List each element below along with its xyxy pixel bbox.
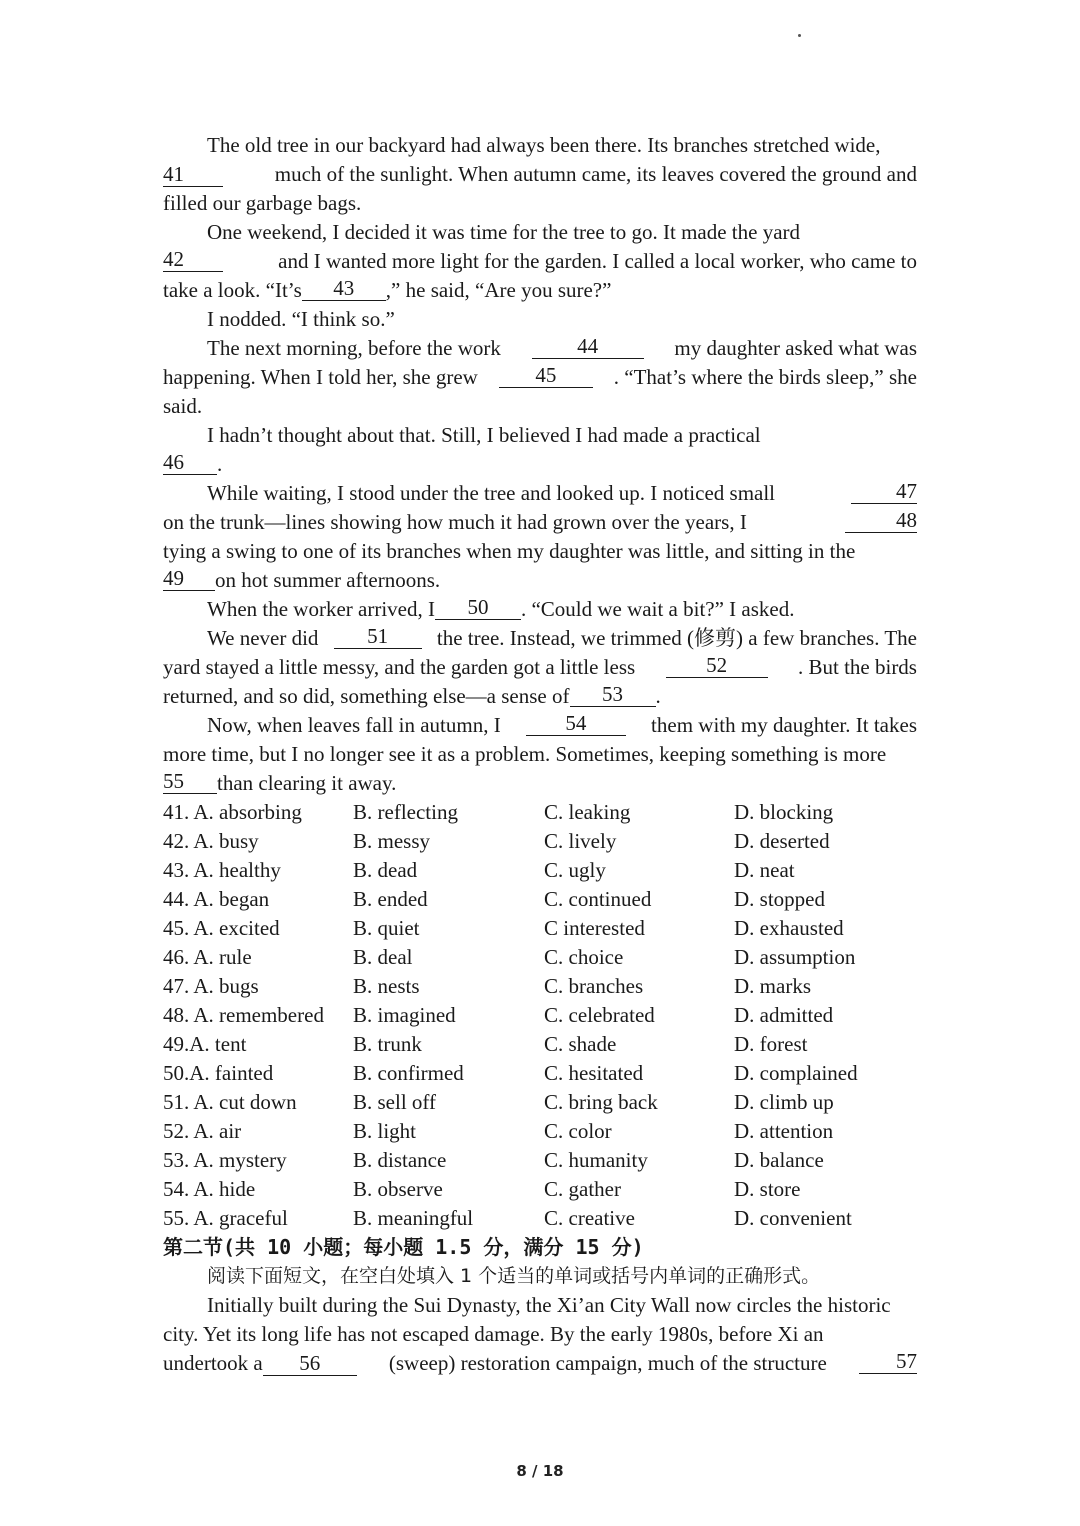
option-row-45: 45. A. excited B. quiet C interested D. exhausted xyxy=(163,916,844,940)
p6-line4: 49 on hot summer afternoons. xyxy=(163,566,441,592)
blank-52: 52 xyxy=(666,653,768,678)
p4-line3: said. xyxy=(163,394,203,418)
option-row-49: 49.A. tent B. trunk C. shade D. forest xyxy=(163,1032,808,1056)
p3-line1: I nodded. “I think so.” xyxy=(207,307,395,331)
p9-line1: Now, when leaves fall in autumn, I 54 them with my daughter. It takes xyxy=(207,711,917,737)
page-number: 8 / 18 xyxy=(516,1462,564,1480)
blank-44: 44 xyxy=(532,334,644,359)
option-row-53: 53. A. mystery B. distance C. humanity D. balance xyxy=(163,1148,824,1172)
option-row-48: 48. A. remembered B. imagined C. celebrated D. admitted xyxy=(163,1003,834,1027)
option-row-47: 47. A. bugs B. nests C. branches D. marks xyxy=(163,974,811,998)
p6-line1: While waiting, I stood under the tree and looked up. I noticed small 47 xyxy=(207,479,917,505)
blank-43: 43 xyxy=(302,276,386,301)
blank-57: 57 xyxy=(859,1349,917,1374)
p6-line2: on the trunk—lines showing how much it had grown over the years, I 48 xyxy=(163,508,917,534)
s2-line2: city. Yet its long life has not escaped damage. By the early 1980s, before Xi an xyxy=(163,1322,824,1346)
section2-instruction: 阅读下面短文，在空白处填入 1 个适当的单词或括号内单词的正确形式。 xyxy=(207,1265,821,1287)
p8-line3: returned, and so did, something else—a sense of 53 . xyxy=(163,682,661,708)
blank-46: 46 xyxy=(163,450,217,475)
p1-line2: 41 much of the sunlight. When autumn came, its leaves covered the ground and xyxy=(163,162,917,186)
p1-line1: The old tree in our backyard had always been there. Its branches stretched wide, xyxy=(207,133,881,157)
p8-line1: We never did 51 the tree. Instead, we trimmed (修剪) a few branches. The xyxy=(207,624,917,650)
blank-54: 54 xyxy=(526,711,626,736)
p9-line2: more time, but I no longer see it as a problem. Sometimes, keeping something is more xyxy=(163,742,887,766)
option-row-50: 50.A. fainted B. confirmed C. hesitated D. complained xyxy=(163,1061,858,1085)
blank-56: 56 xyxy=(263,1351,357,1376)
p5-line2: 46 . xyxy=(163,450,223,476)
section2-heading: 第二节(共 10 小题；每小题 1.5 分，满分 15 分) xyxy=(163,1235,644,1259)
blank-45: 45 xyxy=(499,363,593,388)
p4-line1: The next morning, before the work 44 my daughter asked what was xyxy=(207,334,917,360)
p4-line2: happening. When I told her, she grew 45 . “That’s where the birds sleep,” she xyxy=(163,363,917,389)
p8-line2: yard stayed a little messy, and the garden got a little less 52 . But the birds xyxy=(163,653,917,679)
s2-line1: Initially built during the Sui Dynasty, the Xi’an City Wall now circles the historic xyxy=(207,1293,891,1317)
option-row-41: 41. A. absorbing B. reflecting C. leaking D. blocking xyxy=(163,800,834,824)
p9-line3: 55 than clearing it away. xyxy=(163,769,397,795)
s2-line3: undertook a 56 (sweep) restoration campaign, much of the structure 57 xyxy=(163,1349,917,1375)
blank-51: 51 xyxy=(334,624,422,649)
option-row-42: 42. A. busy B. messy C. lively D. deserted xyxy=(163,829,830,853)
option-row-46: 46. A. rule B. deal C. choice D. assumption xyxy=(163,945,856,969)
blank-50: 50 xyxy=(435,595,521,620)
blank-48: 48 xyxy=(845,508,917,533)
p2-line3: take a look. “It’s 43 ,” he said, “Are you sure?” xyxy=(163,276,612,302)
blank-42: 42 xyxy=(163,247,223,272)
option-row-54: 54. A. hide B. observe C. gather D. store xyxy=(163,1177,801,1201)
scan-speck xyxy=(798,34,801,37)
blank-41: 41 xyxy=(163,162,223,187)
option-row-43: 43. A. healthy B. dead C. ugly D. neat xyxy=(163,858,795,882)
options-list xyxy=(163,798,917,1233)
p2-line1: One weekend, I decided it was time for the tree to go. It made the yard xyxy=(207,220,801,244)
p7-line1: When the worker arrived, I 50 . “Could we wait a bit?” I asked. xyxy=(207,595,795,621)
p5-line1: I hadn’t thought about that. Still, I believed I had made a practical xyxy=(207,423,761,447)
blank-47: 47 xyxy=(851,479,917,504)
page-content xyxy=(163,131,917,1378)
blank-53: 53 xyxy=(570,682,656,707)
option-row-44: 44. A. began B. ended C. continued D. stopped xyxy=(163,887,825,911)
p1-line3: filled our garbage bags. xyxy=(163,191,362,215)
blank-49: 49 xyxy=(163,566,215,591)
option-row-52: 52. A. air B. light C. color D. attention xyxy=(163,1119,834,1143)
p6-line3: tying a swing to one of its branches when my daughter was little, and sitting in the xyxy=(163,539,856,563)
blank-55: 55 xyxy=(163,769,217,794)
option-row-55: 55. A. graceful B. meaningful C. creative D. convenient xyxy=(163,1206,852,1230)
p2-line2: 42 and I wanted more light for the garden. I called a local worker, who came to xyxy=(163,247,917,273)
option-row-51: 51. A. cut down B. sell off C. bring back D. climb up xyxy=(163,1090,834,1114)
